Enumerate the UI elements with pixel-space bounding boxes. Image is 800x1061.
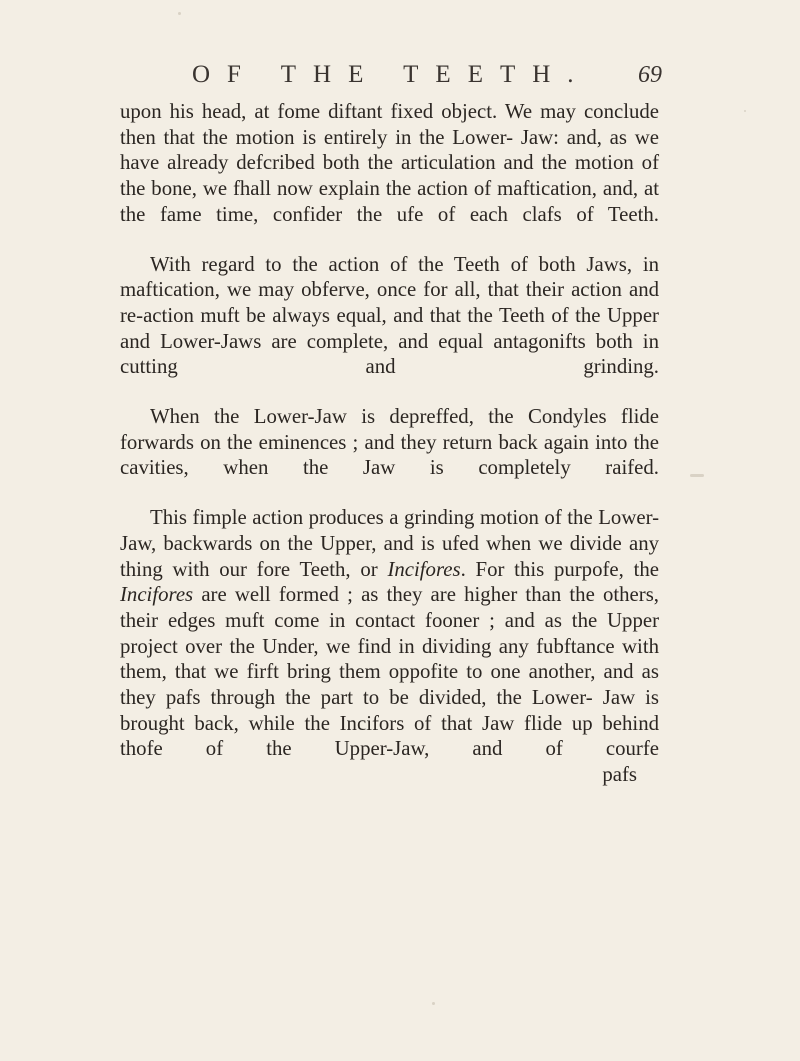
paragraph-gap [120,380,659,404]
text-line: forwards on the eminences ; and they return back again [120,430,589,454]
paragraph-4 [120,505,659,762]
text-line: action and re-action muft be always equal, and that the [120,278,659,327]
text-line: Teeth of the Upper and Lower-Jaws are complete, and [120,303,659,353]
text-line: as they are higher than the others, their edges muft [120,583,660,632]
text-line: Jaw: and, as we have already defcribed both the [120,125,659,175]
paper-speck [178,12,181,15]
latin-term: Incifores [387,557,461,581]
catchword: pafs [602,763,637,787]
paragraph-gap [120,481,659,505]
text-line: that we firft bring them oppofite to one another, and as [174,660,659,684]
page-number: 69 [638,62,662,88]
catchword-line [120,762,659,788]
running-header [192,57,662,93]
text-body [120,99,659,788]
paragraph-2 [120,252,659,381]
text-line: Lower-Jaw, backwards on the Upper, and is ufed [120,506,660,555]
text-line: in maftication, we may obferve, once for all, that their [120,252,659,302]
text-line: Jaw is brought back, while the Incifors of that Jaw [120,686,659,735]
text-line: articulation and the motion of the bone, we fhall now [120,151,659,201]
text-line: Incifores. For this purpofe, the Incifores are well formed ; [120,557,659,607]
paper-speck [690,474,704,477]
paper-speck [744,110,746,112]
text-line: With regard to the action of the Teeth of both Jaws, [150,252,633,276]
paragraph-1 [120,99,659,228]
text-line: conclude then that the motion is entirely in the Lower- [120,100,660,149]
text-line: explain the action of maftication, and, at the fame time, [120,177,660,226]
text-line: when we divide any thing with our fore Teeth, or [120,531,660,581]
paragraph-3 [120,404,659,481]
text-line: This fimple action produces a grinding motion of the [150,506,593,530]
text-line: When the Lower-Jaw is depreffed, the Condyles flide [150,405,659,429]
text-line: into the cavities, when the Jaw is completely raifed. [120,430,659,480]
text-line: the Under, we find in dividing any fubftance with them, [120,634,660,684]
text-line: come in contact fooner ; and as the Upper project over [120,608,660,658]
paper-speck [432,1002,435,1005]
latin-term: Incifores [120,583,194,607]
text-line: upon his head, at fome diftant fixed object. We may [120,100,576,123]
text-line: flide up behind thofe of the Upper-Jaw, and of courfe [120,711,659,761]
text-line: confider the ufe of each clafs of Teeth. [272,202,659,226]
paragraph-gap [120,228,659,252]
running-title: OF THE TEETH. [192,61,591,88]
text-line: they pafs through the part to be divided, the Lower- [120,686,593,710]
text-line: equal antagonifts both in cutting and grinding. [120,329,659,379]
